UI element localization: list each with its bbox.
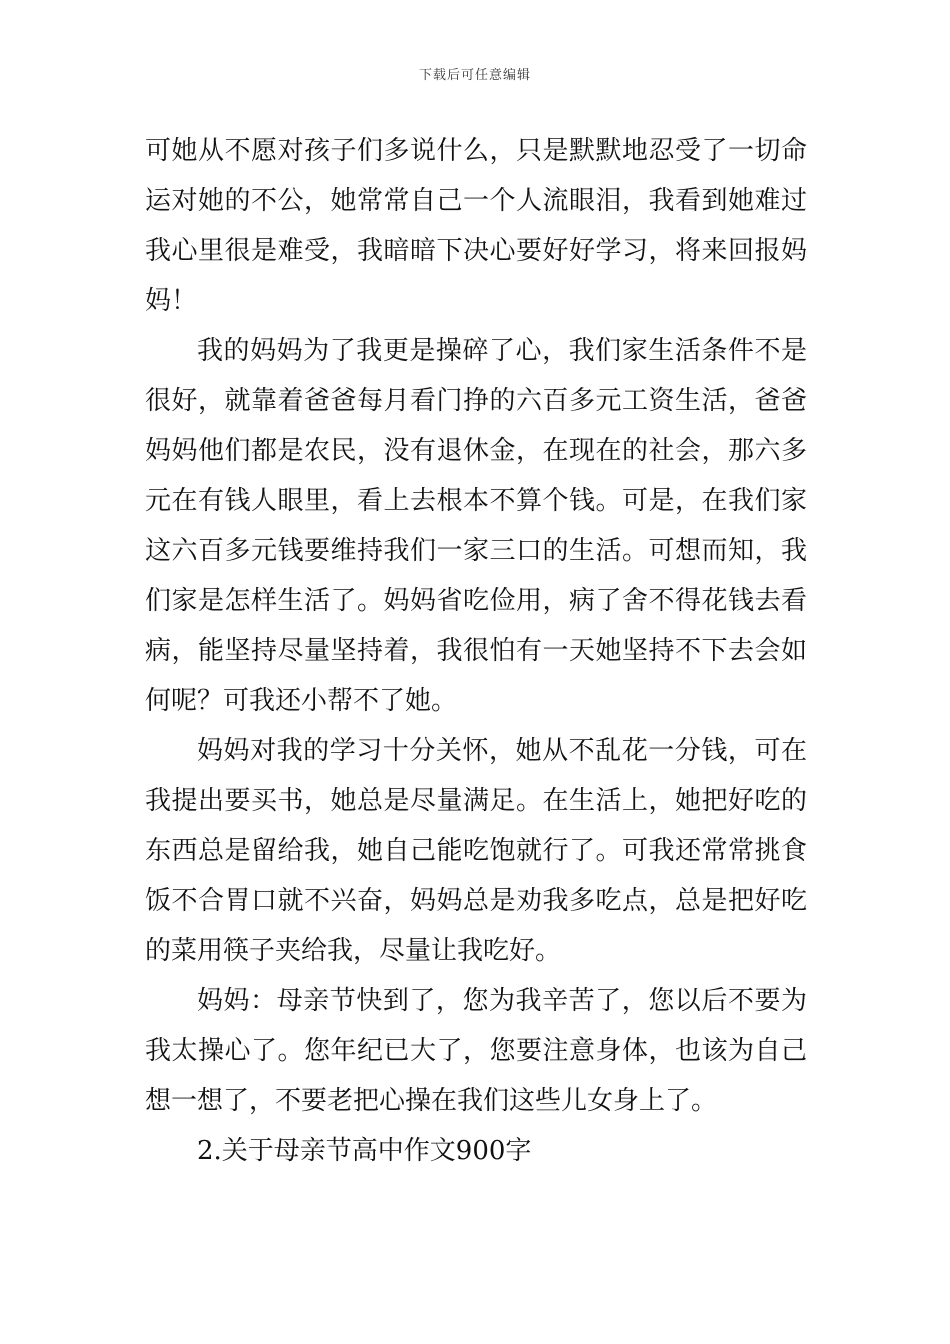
paragraph-message-to-mother: 妈妈：母亲节快到了，您为我辛苦了，您以后不要为我太操心了。您年纪已大了，您要注意身体，也该为自己想一想了，不要老把心操在我们这些儿女身上了。 <box>145 986 807 1116</box>
paragraph-continuation: 可她从不愿对孩子们多说什么，只是默默地忍受了一切命运对她的不公，她常常自己一个人流眼泪，我看到她难过我心里很是难受，我暗暗下决心要好好学习，将来回报妈妈！ <box>145 136 807 316</box>
paragraph-mother-care: 妈妈对我的学习十分关怀，她从不乱花一分钱，可在我提出要买书，她总是尽量满足。在生活上，她把好吃的东西总是留给我，她自己能吃饱就行了。可我还常常挑食饭不合胃口就不兴奋，妈妈总是劝我多吃点，总是把好吃的菜用筷子夹给我，尽量让我吃好。 <box>145 736 807 966</box>
essay-body <box>145 126 807 1176</box>
page-header: 下载后可任意编辑 <box>418 68 531 83</box>
section-heading: 2.关于母亲节高中作文900字 <box>197 1136 532 1166</box>
paragraph-family-finances: 我的妈妈为了我更是操碎了心，我们家生活条件不是很好，就靠着爸爸每月看门挣的六百多元工资生活，爸爸妈妈他们都是农民，没有退休金，在现在的社会，那六多元在有钱人眼里，看上去根本不算个钱。可是，在我们家这六百多元钱要维持我们一家三口的生活。可想而知，我们家是怎样生活了。妈妈省吃俭用，病了舍不得花钱去看病，能坚持尽量坚持着，我很怕有一天她坚持不下去会如何呢？可我还小帮不了她。 <box>145 336 807 716</box>
